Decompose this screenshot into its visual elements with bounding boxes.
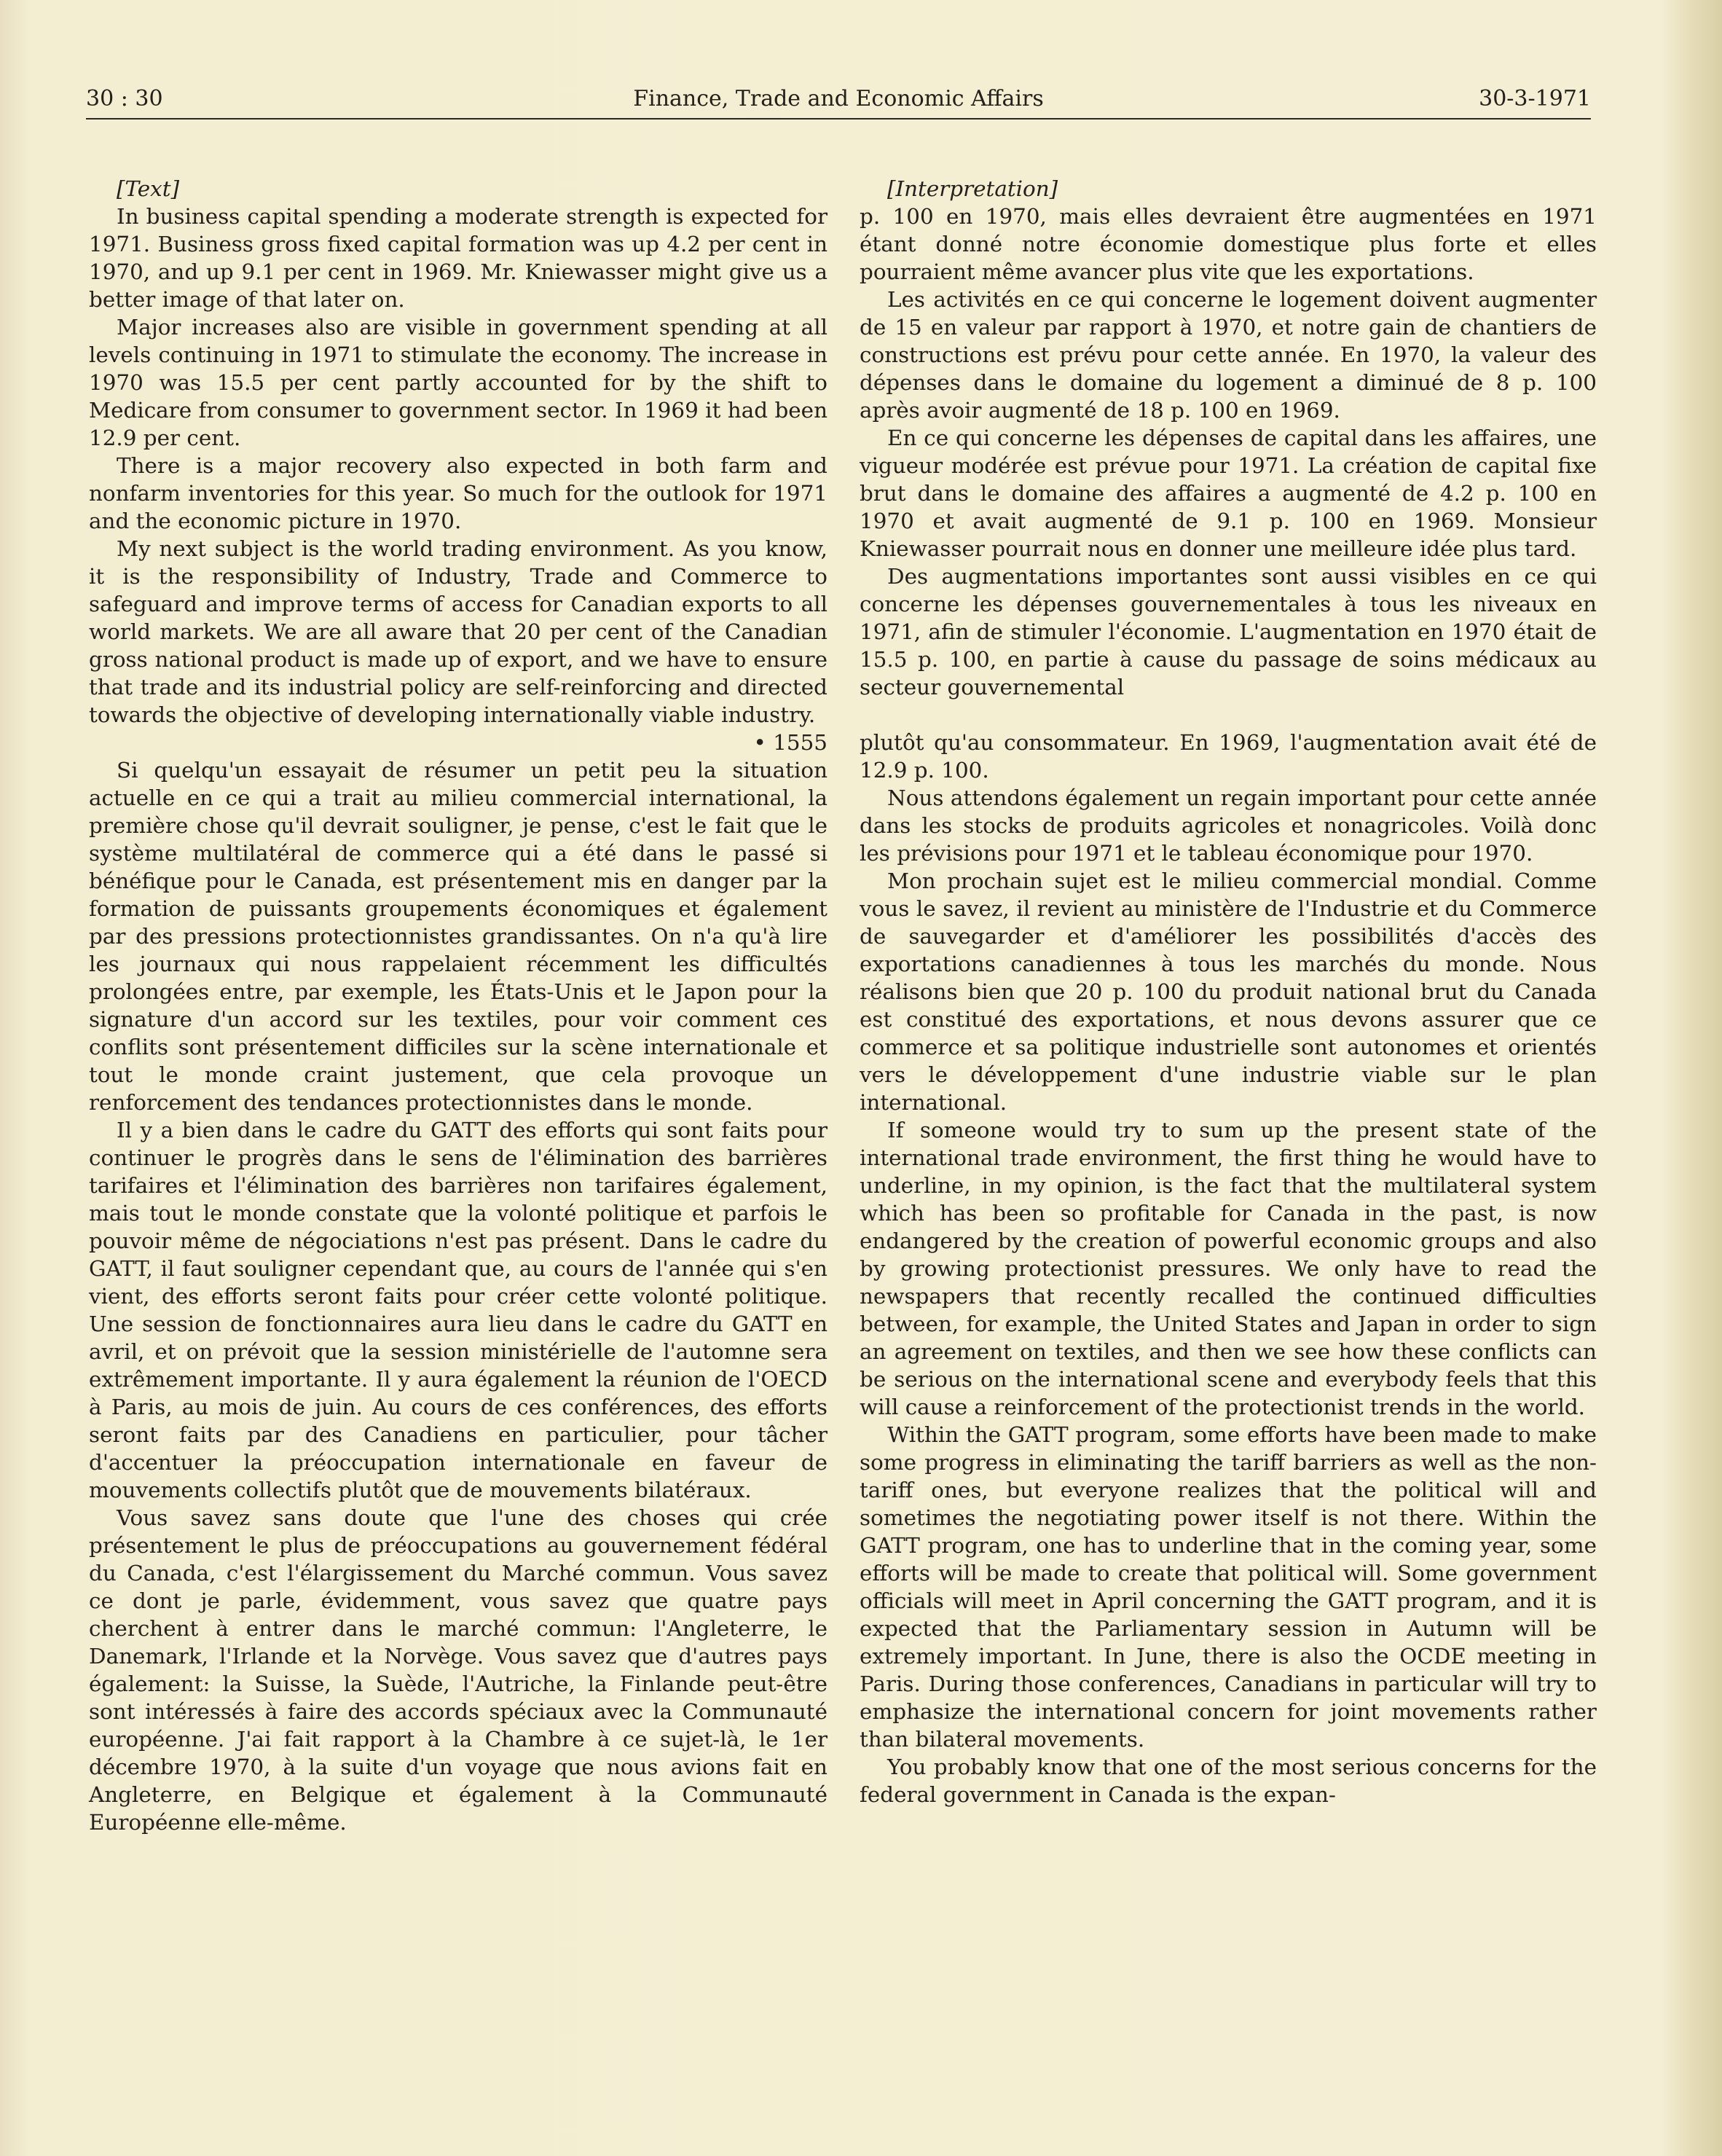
paragraph: Within the GATT program, some efforts have been made to make some progress in eliminating the tariff barriers as well as the non-tariff ones, but everyone realizes that the political will and sometimes the negotiating power itself is not there. Within the GATT program, one has to underline that in the coming year, some efforts will be made to create that political will. Some government officials will meet in April concerning the GATT program, and it is expected that the Parliamentary session in Autumn will be extremely important. In June, there is also the OCDE meeting in Paris. During those conferences, Canadians in particular will try to emphasize the international concern for joint movements rather than bilateral movements. xyxy=(860,1422,1597,1752)
paragraph: Des augmentations importantes sont aussi visibles en ce qui concerne les dépenses gouvernementales à tous les niveaux en 1971, afin de stimuler l'économie. L'augmentation en 1970 était de 15.5 p. 100, en partie à cause du passage de soins médicaux au secteur gouvernemental xyxy=(860,564,1597,699)
left-column xyxy=(89,175,827,1836)
paragraph: Vous savez sans doute que l'une des choses qui crée présentement le plus de préoccupations au gouvernement fédéral du Canada, c'est l'élargissement du Marché commun. Vous savez ce dont je parle, évidemment, vous savez que quatre pays cherchent à entrer dans le marché commun: l'Angleterre, le Danemark, l'Irlande et la Norvège. Vous savez que d'autres pays également: la Suisse, la Suède, l'Autriche, la Finlande peut-être sont intéressés à faire des accords spéciaux avec la Communauté européenne. J'ai fait rapport à la Chambre à ce sujet-là, le 1er décembre 1970, à la suite d'un voyage que nous avions fait en Angleterre, en Belgique et également à la Communauté Européenne elle-même. xyxy=(89,1505,827,1835)
paragraph: Major increases also are visible in government spending at all levels continuing in 1971 to stimulate the economy. The increase in 1970 was 15.5 per cent partly accounted for by the shift to Medicare from consumer to government sector. In 1969 it had been 12.9 per cent. xyxy=(89,315,827,450)
page-number: 30 : 30 xyxy=(86,86,163,111)
right-column xyxy=(860,175,1597,1808)
page-binding-shadow xyxy=(1661,0,1722,2156)
page-date: 30-3-1971 xyxy=(1479,86,1591,111)
time-marker: • 1555 xyxy=(753,730,827,755)
section-label: [Text] xyxy=(117,176,180,201)
paragraph: In business capital spending a moderate strength is expected for 1971. Business gross fixed capital formation was up 4.2 per cent in 1970, and up 9.1 per cent in 1969. Mr. Kniewasser might give us a better image of that later on. xyxy=(89,204,827,312)
running-title: Finance, Trade and Economic Affairs xyxy=(633,86,1044,111)
paragraph: There is a major recovery also expected in both farm and nonfarm inventories for this year. So much for the outlook for 1971 and the economic picture in 1970. xyxy=(89,453,827,533)
paragraph: Mon prochain sujet est le milieu commercial mondial. Comme vous le savez, il revient au ministère de l'Industrie et du Commerce de sauvegarder et d'améliorer les possibilités d'accès des exportations canadiennes à tous les marchés du monde. Nous réalisons bien que 20 p. 100 du produit national brut du Canada est constitué des exportations, et nous devons assurer que ce commerce et sa politique industrielle sont autonomes et orientés vers le développement d'une industrie viable sur le plan international. xyxy=(860,869,1597,1115)
paragraph: Il y a bien dans le cadre du GATT des efforts qui sont faits pour continuer le progrès dans le sens de l'élimination des barrières tarifaires et l'élimination des barrières non tarifaires également, mais tout le monde constate que la volonté politique et parfois le pouvoir même de négociations n'est pas présent. Dans le cadre du GATT, il faut souligner cependant que, au cours de l'année qui s'en vient, des efforts seront faits pour créer cette volonté politique. Une session de fonctionnaires aura lieu dans le cadre du GATT en avril, et on prévoit que la session ministérielle de l'automne sera extrêmement importante. Il y aura également la réunion de l'OECD à Paris, au mois de juin. Au cours de ces conférences, des efforts seront faits par des Canadiens en particulier, pour tâcher d'accentuer la préoccupation internationale en faveur de mouvements collectifs plutôt que de mouvements bilatéraux. xyxy=(89,1118,827,1502)
paragraph: If someone would try to sum up the present state of the international trade environment, the first thing he would have to underline, in my opinion, is the fact that the multilateral system which has been so profitable for Canada in the past, is now endangered by the creation of powerful economic groups and also by growing protectionist pressures. We only have to read the newspapers that recently recalled the continued difficulties between, for example, the United States and Japan in order to sign an agreement on textiles, and then we see how these conflicts can be serious on the international scene and everybody feels that this will cause a reinforcement of the protectionist trends in the world. xyxy=(860,1118,1597,1419)
section-label: [Interpretation] xyxy=(887,176,1058,201)
paragraph: Les activités en ce qui concerne le logement doivent augmenter de 15 en valeur par rapport à 1970, et notre gain de chantiers de constructions est prévu pour cette année. En 1970, la valeur des dépenses dans le domaine du logement a diminué de 8 p. 100 après avoir augmenté de 18 p. 100 en 1969. xyxy=(860,287,1597,423)
paragraph: p. 100 en 1970, mais elles devraient être augmentées en 1971 étant donné notre économie domestique plus forte et elles pourraient même avancer plus vite que les exportations. xyxy=(860,204,1597,284)
paragraph: Si quelqu'un essayait de résumer un petit peu la situation actuelle en ce qui a trait au milieu commercial international, la première chose qu'il devrait souligner, je pense, c'est le fait que le système multilatéral de commerce qui a été dans le passé si bénéfique pour le Canada, est présentement mis en danger par la formation de puissants groupements économiques et également par des pressions protectionnistes grandissantes. On n'a qu'à lire les journaux qui nous rappelaient récemment les difficultés prolongées entre, par exemple, les États-Unis et le Japon pour la signature d'un accord sur les textiles, pour voir comment ces conflits sont présentement difficiles sur la scène internationale et tout le monde craint justement, que cela provoque un renforcement des tendances protectionnistes dans le monde. xyxy=(89,758,827,1115)
paragraph: You probably know that one of the most serious concerns for the federal government in Canada is the expan- xyxy=(860,1755,1597,1807)
column-gap xyxy=(860,701,1597,729)
page-header xyxy=(86,80,1591,118)
paragraph: My next subject is the world trading environment. As you know, it is the responsibility of Industry, Trade and Commerce to safeguard and improve terms of access for Canadian exports to all world markets. We are all aware that 20 per cent of the Canadian gross national product is made up of export, and we have to ensure that trade and its industrial policy are self-reinforcing and directed towards the objective of developing internationally viable industry. xyxy=(89,536,827,727)
paragraph: En ce qui concerne les dépenses de capital dans les affaires, une vigueur modérée est prévue pour 1971. La création de capital fixe brut dans le domaine des affaires a augmenté de 4.2 p. 100 en 1970 et avait augmenté de 9.1 p. 100 en 1969. Monsieur Kniewasser pourrait nous en donner une meilleure idée plus tard. xyxy=(860,426,1597,561)
paragraph: Nous attendons également un regain important pour cette année dans les stocks de produits agricoles et nonagricoles. Voilà donc les prévisions pour 1971 et le tableau économique pour 1970. xyxy=(860,785,1597,866)
paragraph: plutôt qu'au consommateur. En 1969, l'augmentation avait été de 12.9 p. 100. xyxy=(860,730,1597,783)
header-rule xyxy=(86,118,1591,119)
